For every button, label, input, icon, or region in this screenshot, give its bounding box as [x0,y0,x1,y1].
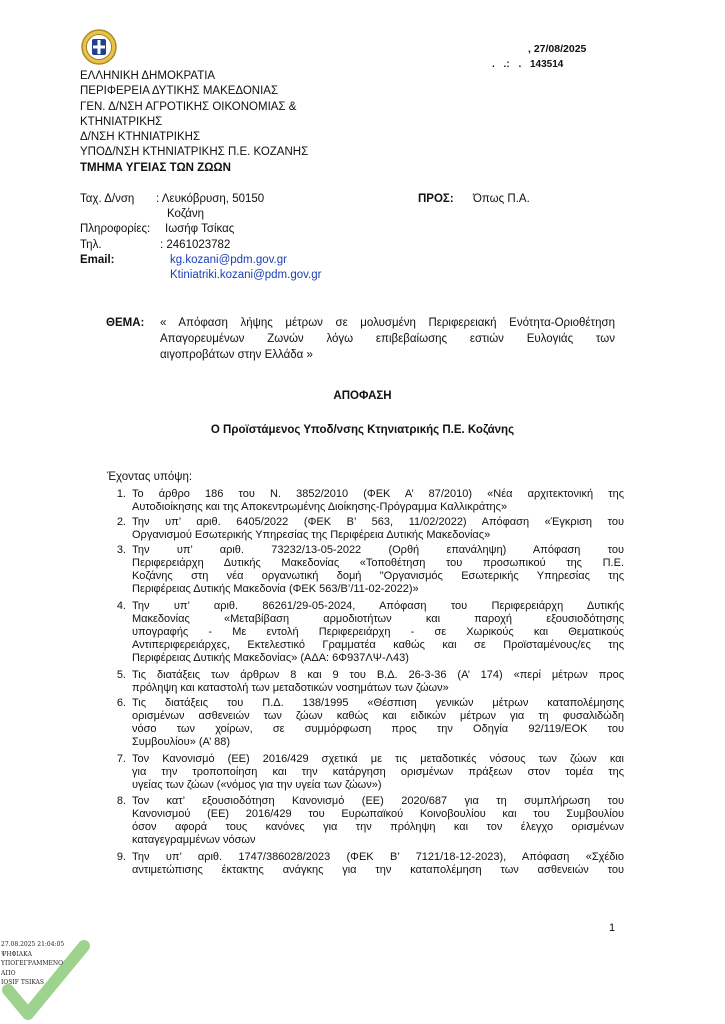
list-item-number: 6. [116,697,126,709]
subject-label: ΘΕΜΑ: [106,317,145,329]
list-item-line: Αυτοδιοίκησης και της Αποκεντρωμένης Διοίκησης-Πρόγραμμα Καλλικράτης» [132,501,508,513]
considerations-list [112,488,627,928]
list-item-line: Κανονισμού (ΕΕ) 2016/429 του Ευρωπαϊκού Κοινοβουλίου και του Συμβουλίου [132,808,624,820]
list-item-line: Την υπ’ αριθ. 1747/386028/2023 (ΦΕΚ Β’ 7121/18-12-2023), Απόφαση «Σχέδιο [132,851,624,863]
issuing-authority-header [80,69,308,176]
list-item-number: 4. [116,600,126,612]
list-item-number: 5. [116,669,126,681]
issuer-title: Ο Προϊστάμενος Υποδ/νσης Κτηνιατρικής Π.Ε. Κοζάνης [210,424,515,436]
list-item-line: Τον Κανονισμό (ΕΕ) 2016/429 σχετικά με τις μεταδοτικές νόσους των ζώων και [132,753,624,765]
protocol-number: . .: . 143514 [492,59,564,70]
stamp-line: ΑΠΟ [1,969,16,977]
info-label: Πληροφορίες: [80,223,151,235]
list-item-number: 1. [116,488,126,500]
list-item-line: Την υπ’ αριθ. 73232/13-05-2022 (Ορθή επανάληψη) Απόφαση του [132,544,624,556]
header-line: ΕΛΛΗΝΙΚΗ ΔΗΜΟΚΡΑΤΙΑ [80,70,216,82]
list-item-line: Μακεδονίας «Μεταβίβαση αρμοδιοτήτων και παροχή εξουσιοδότησης [132,613,624,625]
list-item-number: 8. [116,795,126,807]
document-date: , 27/08/2025 [528,43,587,55]
list-item-line: νόσο των χοίρων, σε συμμόρφωση προς την Οδηγία 92/119/ΕΟΚ του [132,723,624,735]
header-line: ΚΤΗΝΙΑΤΡΙΚΗΣ [80,115,163,128]
stamp-text [1,940,64,988]
list-item-line: Περιφέρειας Δυτικής Μακεδονία (ΦΕΚ 563/Β’/11-02-2022)» [132,583,419,595]
stamp-line: IOSIF TSIKAS [1,979,45,986]
list-item-line: Κοζάνης στη νέα οργανωτική δομή "Οργανισμός Εσωτερικής Υπηρεσίας της [132,570,624,582]
subject-text [160,315,615,363]
email-label: Email: [80,254,115,266]
greek-coat-of-arms-icon [80,28,118,66]
phone-value: : 2461023782 [160,239,231,251]
list-item-line: Αντιπεριφερειάρχες, Εκτελεστικό Γραμματέα καθώς και σε Προϊσταμένους/ες της [132,639,624,651]
recipient-label: ΠΡΟΣ: [418,193,454,205]
page-number: 1 [609,922,616,934]
email-link[interactable]: Ktiniatriki.kozani@pdm.gov.gr [170,269,322,281]
subject-line: αιγοπροβάτων στην Ελλάδα » [160,349,313,361]
phone-label: Τηλ. [80,239,102,251]
header-line: Δ/ΝΣΗ ΚΤΗΝΙΑΤΡΙΚΗΣ [80,131,201,144]
list-item-line: Την υπ’ αριθ. 6405/2022 (ΦΕΚ Β’ 563, 11/02/2022) Απόφαση «Έγκριση του [132,516,624,528]
header-line: ΓΕΝ. Δ/ΝΣΗ ΑΓΡΟΤΙΚΗΣ ΟΙΚΟΝΟΜΙΑΣ & [80,100,297,113]
info-value: Ιωσήφ Τσίκας [165,223,235,235]
list-item-line: καταγεγραμμένων νόσων [132,834,256,846]
department-name: ΤΜΗΜΑ ΥΓΕΙΑΣ ΤΩΝ ΖΩΩΝ [80,161,231,174]
stamp-line: ΥΠΟΓΕΓΡΑΜΜΕΝΟ [1,960,64,967]
list-item-line: Τις διατάξεις του Π.Δ. 138/1995 «Θέσπιση γενικών μέτρων καταπολέμησης [132,697,624,709]
stamp-line: ΨΗΦΙΑΚΑ [1,950,32,958]
address-city: Κοζάνη [167,208,205,220]
subject-line: « Απόφαση λήψης μέτρων σε μολυσμένη Περιφερειακή Ενότητα-Οριοθέτηση [160,317,615,329]
list-item-number: 7. [116,753,126,765]
list-item-number: 2. [116,516,126,528]
address-value: : Λευκόβρυση, 50150 [156,193,265,205]
decision-title: ΑΠΟΦΑΣΗ [333,390,392,402]
address-label: Ταχ. Δ/νση [80,193,135,205]
list-item-line: αντιμετώπισης έκτακτης ανάγκης για την καταπολέμηση των ασθενειών του [132,864,624,876]
digital-signature-stamp [0,930,110,1024]
intro-text: Έχοντας υπόψη: [107,471,193,483]
list-item-line: Το άρθρο 186 του Ν. 3852/2010 (ΦΕΚ Α’ 87/2010) «Νέα αρχιτεκτονική της [132,488,624,500]
stamp-line: 27.08.2025 21:04:05 [1,941,65,948]
list-item-line: Τον κατ’ εξουσιοδότηση Κανονισμό (ΕΕ) 2020/687 για τη συμπλήρωση του [132,795,624,807]
list-item-line: υγείας των ζώων («νόμος για την υγεία των ζώων») [132,779,382,791]
list-item-line: Την υπ’ αριθ. 86261/29-05-2024, Απόφαση του Περιφερειάρχη Δυτικής [132,600,624,612]
list-item-line: όσον αφορά τους κανόνες για την πρόληψη και τον έλεγχο ορισμένων [132,821,624,833]
recipient-value: Όπως Π.Α. [473,193,530,205]
list-item-line: Περιφέρειας Δυτικής Μακεδονίας» (ΑΔΑ: 6Φ937ΛΨ-Λ43) [132,652,409,664]
list-item-line: Περιφερειάρχη Δυτικής Μακεδονίας «Τοποθέτηση του προσωπικού της Π.Ε. [132,557,624,569]
list-item-number: 9. [116,851,126,863]
list-item-line: Τις διατάξεις των άρθρων 8 και 9 του Β.Δ. 26-3-36 (Α’ 174) «περί μέτρων προς [132,669,624,681]
header-line: ΥΠΟΔ/ΝΣΗ ΚΤΗΝΙΑΤΡΙΚΗΣ Π.Ε. ΚΟΖΑΝΗΣ [80,146,309,159]
subject-line: Απαγορευμένων Ζωνών λόγω επιβεβαίωσης εστιών Ευλογιάς των [160,333,615,345]
list-item-number: 3. [116,544,126,556]
list-item-line: υπογραφής - Με εντολή Περιφερειάρχη - σε Χωρικούς και Θεματικούς [132,626,624,638]
list-item-line: για την τροποποίηση και την κατάργηση ορισμένων πράξεων στον τομέα της [132,766,624,778]
list-item-line: Συμβουλίου» (Α’ 88) [132,736,231,748]
list-item-line: ορισμένων ασθενειών των ζώων καθώς και ειδικών μέτρων για τη φυσαλιδώδη [132,710,624,722]
list-item-line: Οργανισμού Εσωτερικής Υπηρεσίας της Περιφέρεια Δυτικής Μακεδονίας» [132,529,491,541]
list-item-line: πρόληψη και καταστολή των μεταδοτικών νοσημάτων των ζώων» [132,682,449,694]
email-link[interactable]: kg.kozani@pdm.gov.gr [170,254,287,266]
header-line: ΠΕΡΙΦΕΡΕΙΑ ΔΥΤΙΚΗΣ ΜΑΚΕΔΟΝΙΑΣ [80,85,279,98]
